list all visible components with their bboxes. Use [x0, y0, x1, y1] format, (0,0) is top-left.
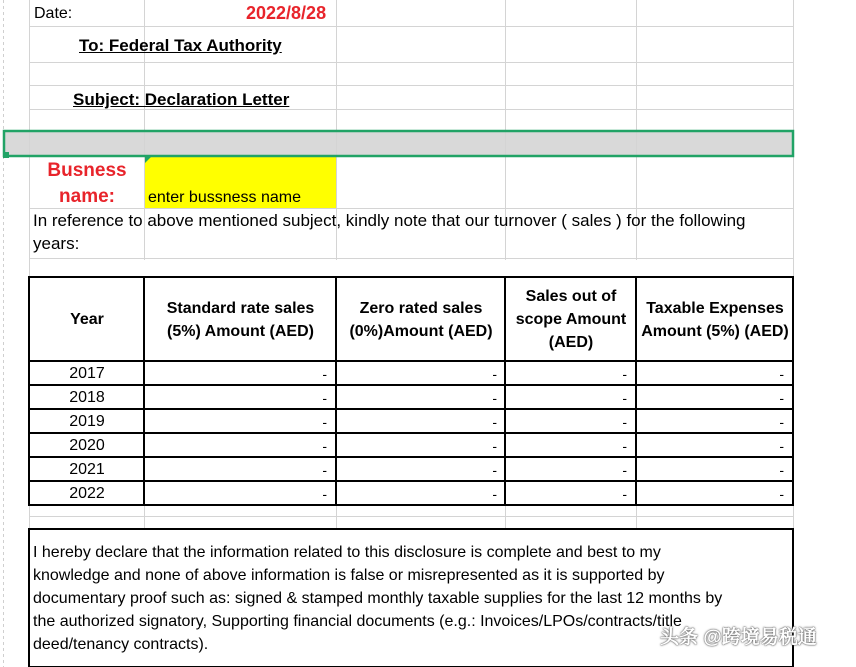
out-of-scope-cell[interactable]: - [622, 366, 627, 382]
column-header-zero-rated: Zero rated sales (0%)Amount (AED) [349, 299, 493, 340]
taxable-expenses-cell[interactable]: - [779, 390, 784, 406]
to-line: To: Federal Tax Authority [79, 36, 282, 55]
zero-rated-cell[interactable]: - [492, 486, 497, 502]
year-cell[interactable]: 2022 [69, 485, 105, 502]
taxable-expenses-cell[interactable]: - [779, 366, 784, 382]
declaration-line2: knowledge and none of above information is false or misrepresented as it is supported by [33, 567, 665, 584]
out-of-scope-cell[interactable]: - [622, 390, 627, 406]
standard-rate-cell[interactable]: - [322, 438, 327, 454]
out-of-scope-cell[interactable]: - [622, 414, 627, 430]
column-header-standard-rate: Standard rate sales (5%) Amount (AED) [166, 299, 315, 340]
zero-rated-cell[interactable]: - [492, 390, 497, 406]
selected-row-fill [4, 132, 793, 156]
standard-rate-cell[interactable]: - [322, 462, 327, 478]
zero-rated-cell[interactable]: - [492, 414, 497, 430]
business-name-label-line2: name: [59, 186, 115, 207]
declaration-line1: I hereby declare that the information related to this disclosure is complete and best to my [33, 544, 661, 561]
out-of-scope-cell[interactable]: - [622, 486, 627, 502]
column-header-taxable-expenses: Taxable Expenses Amount (5%) (AED) [641, 299, 789, 340]
declaration-line4: the authorized signatory, Supporting financial documents (e.g.: Invoices/LPOs/contracts/title [33, 613, 682, 630]
column-header-out-of-scope: Sales out of scope Amount (AED) [515, 288, 627, 351]
zero-rated-cell[interactable]: - [492, 462, 497, 478]
standard-rate-cell[interactable]: - [322, 390, 327, 406]
reference-text-line1: In reference to above mentioned subject, kindly note that our turnover ( sales ) for the following [33, 211, 746, 230]
year-cell[interactable]: 2017 [69, 365, 105, 382]
zero-rated-cell[interactable]: - [492, 366, 497, 382]
column-header-year: Year [70, 311, 104, 328]
declaration-line3: documentary proof such as: signed & stamped monthly taxable supplies for the last 12 months by [33, 590, 723, 607]
standard-rate-cell[interactable]: - [322, 486, 327, 502]
year-cell[interactable]: 2021 [69, 461, 105, 478]
year-cell[interactable]: 2018 [69, 389, 105, 406]
subject-line: Subject: Declaration Letter [73, 90, 290, 109]
standard-rate-cell[interactable]: - [322, 366, 327, 382]
year-cell[interactable]: 2019 [69, 413, 105, 430]
business-name-input[interactable]: enter bussness name [148, 189, 301, 206]
date-value[interactable]: 2022/8/28 [246, 3, 327, 23]
out-of-scope-cell[interactable]: - [622, 462, 627, 478]
business-name-label-line1: Busness [47, 160, 127, 181]
date-label: Date: [34, 5, 73, 22]
watermark: 头条 @跨境易税通 [660, 627, 817, 648]
taxable-expenses-cell[interactable]: - [779, 414, 784, 430]
reference-text-line2: years: [33, 234, 80, 253]
out-of-scope-cell[interactable]: - [622, 438, 627, 454]
year-cell[interactable]: 2020 [69, 437, 105, 454]
declaration-line5: deed/tenancy contracts). [33, 636, 209, 653]
zero-rated-cell[interactable]: - [492, 438, 497, 454]
taxable-expenses-cell[interactable]: - [779, 486, 784, 502]
standard-rate-cell[interactable]: - [322, 414, 327, 430]
taxable-expenses-cell[interactable]: - [779, 462, 784, 478]
fill-handle [3, 152, 9, 158]
taxable-expenses-cell[interactable]: - [779, 438, 784, 454]
